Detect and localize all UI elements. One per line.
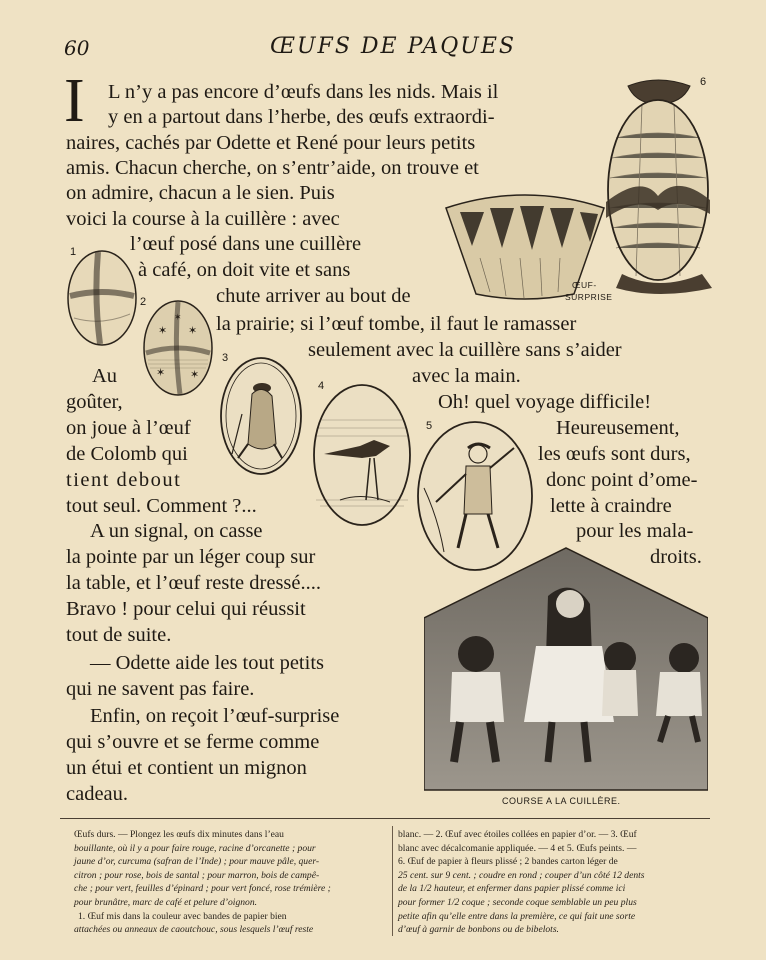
text-line: les œufs sont durs, (538, 443, 691, 465)
text-line: — Odette aide les tout petits (90, 652, 324, 674)
footnote-line: 1. Œuf mis dans la couleur avec bandes de papier bien (78, 910, 287, 922)
text-line: lette à craindre (550, 495, 672, 517)
svg-text:✶: ✶ (158, 324, 168, 337)
text-line: avec la main. (412, 365, 521, 387)
svg-text:✶: ✶ (188, 324, 198, 337)
page-number: 60 (64, 36, 90, 60)
page-title: ŒUFS DE PAQUES (270, 34, 516, 59)
text-line: L n’y a pas encore d’œufs dans les nids. Mais il (108, 81, 499, 103)
text-line: pour les mala- (576, 520, 694, 542)
footnote-line: citron ; pour rose, bois de santal ; pour marron, bois de campê- (74, 869, 320, 881)
text-line: un étui et contient un mignon (66, 757, 307, 779)
footnote-line: che ; pour vert, feuilles d’épinard ; pour vert foncé, rose trémière ; (74, 883, 331, 895)
drop-cap: I (64, 67, 85, 135)
footnote-line: blanc. — 2. Œuf avec étoiles collées en papier d’or. — 3. Œuf (398, 829, 637, 840)
figure-number: 1 (70, 246, 77, 258)
text-line: chute arriver au bout de (216, 285, 411, 307)
figure-number: 3 (222, 352, 229, 364)
footnote-line: 25 cent. sur 9 cent. ; coudre en rond ; couper d’un côté 12 dents (398, 869, 645, 881)
column-divider (392, 826, 393, 936)
text-line: A un signal, on casse (90, 520, 263, 542)
footnote-line: blanc avec décalcomanie appliquée. — 4 et 5. Œufs peints. — (398, 842, 637, 854)
text-line: on admire, chacun a le sien. Puis (66, 182, 335, 204)
surprise-caption: SURPRISE (565, 292, 613, 302)
text-line: Bravo ! pour celui qui réussit (66, 598, 306, 620)
stork-egg-illustration (310, 380, 414, 530)
figure-number: 2 (140, 296, 147, 308)
text-line: Oh! quel voyage difficile! (438, 391, 652, 413)
text-line: qui ne savent pas faire. (66, 678, 255, 700)
footnote-line: 6. Œuf de papier à fleurs plissé ; 2 bandes carton léger de (398, 856, 618, 868)
footnote-line: petite afin qu’elle entre dans la première, ce qui fait une sorte (398, 910, 636, 922)
footnote-line: pour former 1/2 coque ; seconde coque semblable un peu plus (398, 896, 637, 908)
footnote-right (398, 828, 710, 937)
footnote-line: Œufs durs. — Plongez les œufs dix minutes dans l’eau (74, 829, 284, 840)
photo-caption: COURSE A LA CUILLÈRE. (502, 796, 621, 806)
decal-egg-illustration (218, 354, 304, 480)
text-line: donc point d’ome- (546, 469, 698, 491)
text-line: tient debout (66, 469, 182, 491)
text-line: amis. Chacun cherche, on s’entr’aide, on trouve et (66, 157, 479, 179)
footnote-line: d’œuf à garnir de bonbons ou de bibelots. (398, 924, 559, 936)
surprise-egg-illustration (602, 78, 716, 296)
starred-egg-illustration (140, 298, 216, 398)
text-line: de Colomb qui (66, 443, 188, 465)
figure-number: 4 (318, 380, 325, 392)
text-line: Au (92, 365, 118, 387)
text-line: naires, cachés par Odette et René pour leurs petits (66, 132, 476, 154)
text-line: droits. (650, 546, 702, 568)
svg-text:✶: ✶ (174, 313, 182, 323)
figure-number: 6 (700, 76, 707, 88)
text-line: on joue à l’œuf (66, 417, 191, 439)
text-line: qui s’ouvre et se ferme comme (66, 731, 320, 753)
svg-text:✶: ✶ (190, 368, 200, 381)
text-line: la prairie; si l’œuf tombe, il faut le ramasser (216, 313, 577, 335)
text-line: Heureusement, (556, 417, 680, 439)
footnote-line: jaune d’or, curcuma (safran de l’Inde) ; pour mauve pâle, quer- (74, 856, 320, 868)
surprise-caption: ŒUF- (572, 280, 597, 290)
text-line: tout seul. Comment ?... (66, 495, 257, 517)
footnote-line: de la 1/2 hauteur, et enfermer dans papier plissé comme ici (398, 883, 626, 895)
text-line: cadeau. (66, 783, 129, 805)
svg-text:✶: ✶ (156, 366, 166, 379)
figure-number: 5 (426, 420, 433, 432)
text-line: seulement avec la cuillère sans s’aider (308, 339, 622, 361)
text-line: la table, et l’œuf reste dressé.... (66, 572, 322, 594)
text-line: goûter, (66, 391, 123, 413)
text-line: Enfin, on reçoit l’œuf-surprise (90, 705, 340, 727)
footnote-left (74, 828, 384, 937)
banded-egg-illustration (64, 248, 140, 348)
footnote-line: attachées ou anneaux de caoutchouc, sous lesquels l’œuf reste (74, 924, 314, 936)
text-line: la pointe par un léger coup sur (66, 546, 316, 568)
footnote-divider (60, 818, 710, 819)
children-spoon-race-photo (424, 546, 708, 792)
text-line: y en a partout dans l’herbe, des œufs extraordi- (108, 106, 495, 128)
text-line: l’œuf posé dans une cuillère (130, 233, 362, 255)
text-line: à café, on doit vite et sans (138, 259, 351, 281)
text-line: voici la course à la cuillère : avec (66, 208, 340, 230)
text-line: tout de suite. (66, 624, 172, 646)
footnote-line: pour brunâtre, marc de café et pelure d’oignon. (74, 896, 258, 908)
footnote-line: bouillante, où il y a pour faire rouge, racine d’orcanette ; pour (74, 842, 316, 854)
